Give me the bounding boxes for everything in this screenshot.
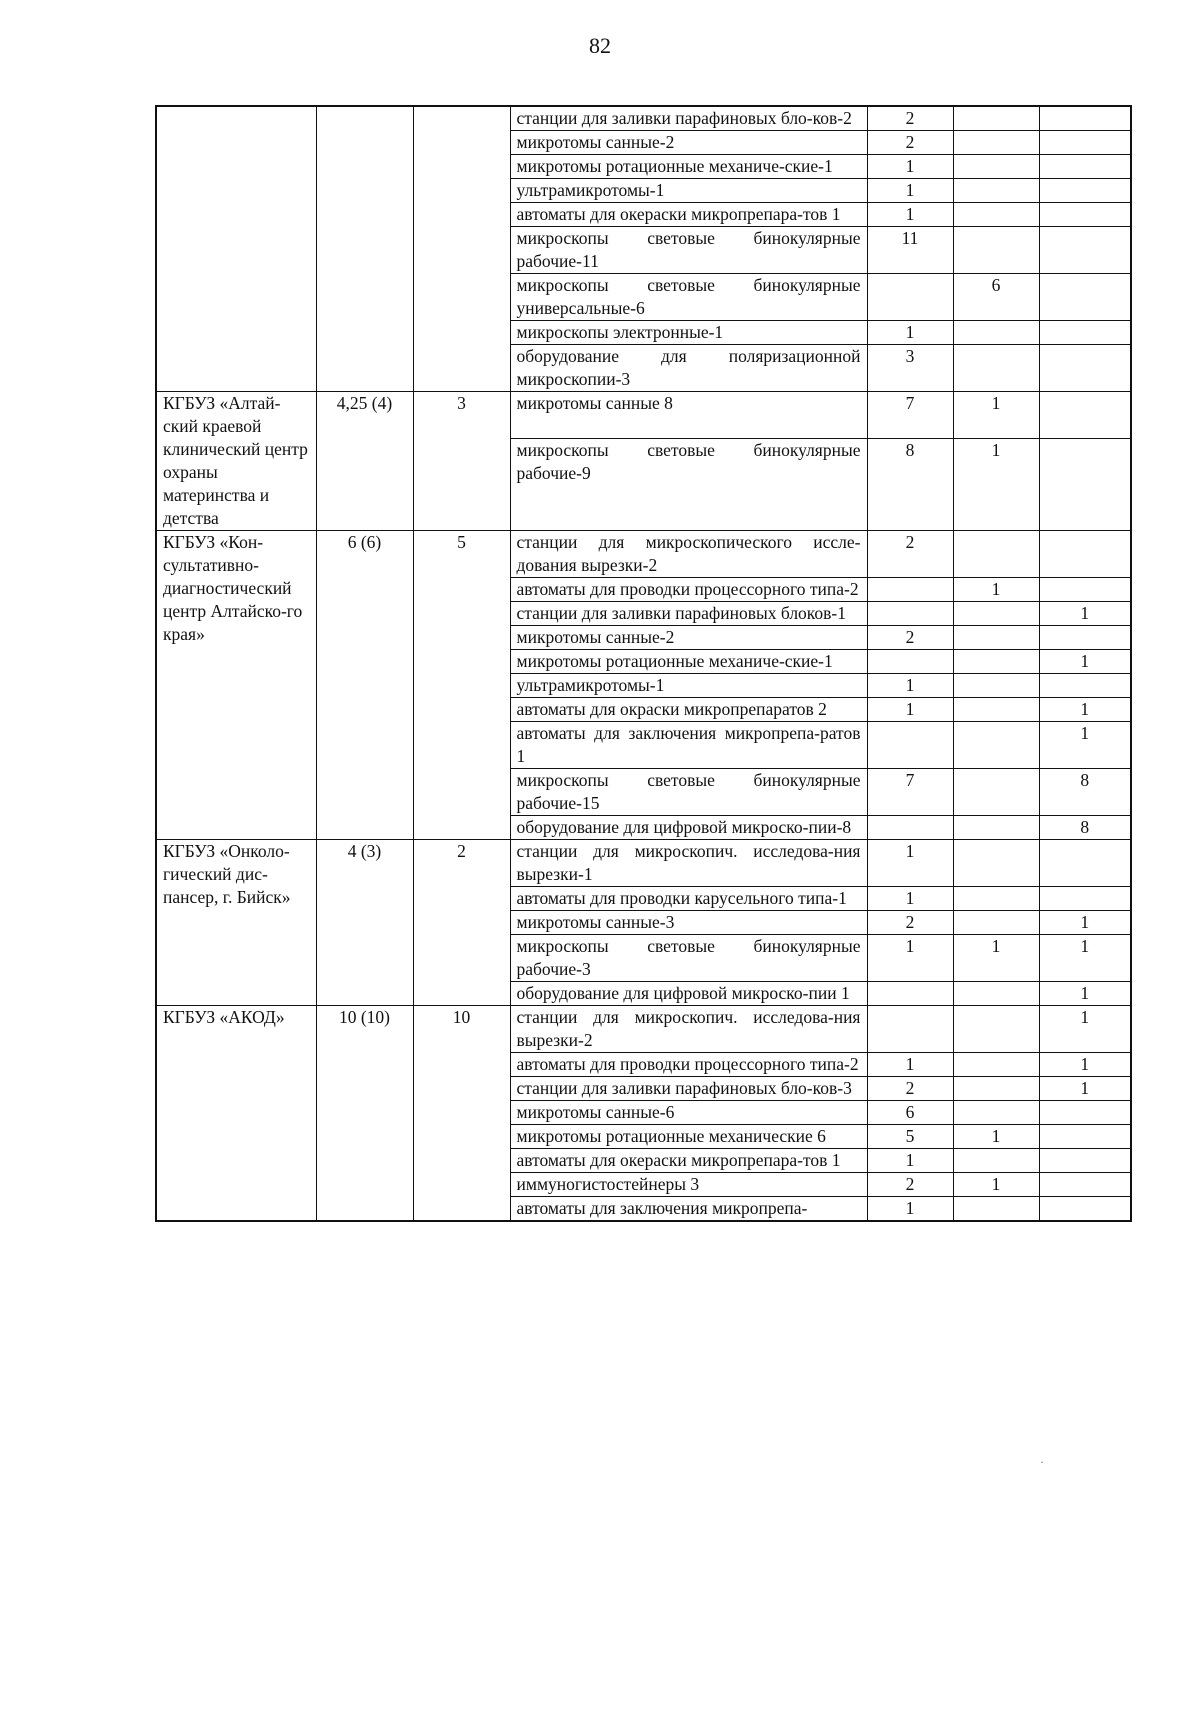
equipment-cell: оборудование для поляризационной микроскопии-3 — [510, 345, 867, 392]
count-cell-1: 11 — [867, 227, 953, 274]
count-cell-3: 1 — [1039, 1006, 1131, 1053]
count-cell-3 — [1039, 392, 1131, 439]
count-cell-3 — [1039, 1197, 1131, 1222]
count-cell-3 — [1039, 274, 1131, 321]
equipment-cell: оборудование для цифровой микроско-пии-8 — [510, 816, 867, 840]
count-cell-2: 1 — [953, 438, 1039, 530]
count-cell-3 — [1039, 626, 1131, 650]
equipment-cell: станции для заливки парафиновых блоков-1 — [510, 602, 867, 626]
count-cell-1 — [867, 1006, 953, 1053]
count-cell-3 — [1039, 106, 1131, 131]
equipment-cell: станции для микроскопического иссле-дования вырезки-2 — [510, 531, 867, 578]
table-row — [156, 1006, 1131, 1053]
scan-speck: · — [1040, 1455, 1044, 1469]
equipment-cell: станции для микроскопич. исследова-ния вырезки-1 — [510, 840, 867, 887]
staff-rate-cell: 4,25 (4) — [316, 392, 413, 531]
equipment-cell: ультрамикротомы-1 — [510, 179, 867, 203]
count-cell-3: 8 — [1039, 769, 1131, 816]
equipment-cell: автоматы для окераски микропрепара-тов 1 — [510, 203, 867, 227]
count-cell-3 — [1039, 1101, 1131, 1125]
equipment-cell: микротомы санные-2 — [510, 626, 867, 650]
count-cell-2 — [953, 1197, 1039, 1222]
count-cell-3 — [1039, 131, 1131, 155]
count-cell-3 — [1039, 887, 1131, 911]
count-cell-1: 2 — [867, 911, 953, 935]
page-number: 82 — [589, 33, 611, 58]
equipment-cell: станции для заливки парафиновых бло-ков-3 — [510, 1077, 867, 1101]
equipment-cell: микроскопы световые бинокулярные универсальные-6 — [510, 274, 867, 321]
equipment-cell: иммуногистостейнеры 3 — [510, 1173, 867, 1197]
count-cell-3 — [1039, 578, 1131, 602]
equipment-cell: ультрамикротомы-1 — [510, 674, 867, 698]
count-cell-1: 1 — [867, 321, 953, 345]
count-cell-3: 8 — [1039, 816, 1131, 840]
staff-count-cell: 10 — [413, 1006, 510, 1222]
staff-count-cell: 2 — [413, 840, 510, 1006]
count-cell-2 — [953, 106, 1039, 131]
count-cell-2: 1 — [953, 935, 1039, 982]
table-body — [156, 106, 1131, 1221]
count-cell-2 — [953, 650, 1039, 674]
count-cell-1: 1 — [867, 935, 953, 982]
equipment-cell: микроскопы световые бинокулярные рабочие-9 — [510, 438, 867, 530]
equipment-cell: автоматы для окраски микропрепаратов 2 — [510, 698, 867, 722]
count-cell-2 — [953, 626, 1039, 650]
count-cell-2 — [953, 1077, 1039, 1101]
count-cell-3 — [1039, 840, 1131, 887]
count-cell-2: 1 — [953, 1173, 1039, 1197]
count-cell-2 — [953, 227, 1039, 274]
count-cell-3: 1 — [1039, 698, 1131, 722]
count-cell-1 — [867, 602, 953, 626]
count-cell-3 — [1039, 345, 1131, 392]
count-cell-3 — [1039, 179, 1131, 203]
count-cell-2 — [953, 1101, 1039, 1125]
count-cell-2 — [953, 911, 1039, 935]
count-cell-2 — [953, 345, 1039, 392]
count-cell-2 — [953, 816, 1039, 840]
equipment-cell: микротомы санные 8 — [510, 392, 867, 439]
organization-cell: КГБУЗ «АКОД» — [156, 1006, 316, 1222]
organization-cell — [156, 106, 316, 392]
table-row — [156, 531, 1131, 578]
count-cell-2 — [953, 840, 1039, 887]
count-cell-1: 1 — [867, 698, 953, 722]
staff-rate-cell: 6 (6) — [316, 531, 413, 840]
count-cell-3: 1 — [1039, 1077, 1131, 1101]
staff-count-cell — [413, 106, 510, 392]
count-cell-1: 1 — [867, 840, 953, 887]
count-cell-3 — [1039, 227, 1131, 274]
count-cell-2: 6 — [953, 274, 1039, 321]
count-cell-2 — [953, 722, 1039, 769]
equipment-cell: автоматы для проводки карусельного типа-1 — [510, 887, 867, 911]
organization-cell: КГБУЗ «Онколо-гический дис-пансер, г. Бийск» — [156, 840, 316, 1006]
equipment-cell: автоматы для окераски микропрепара-тов 1 — [510, 1149, 867, 1173]
table-row — [156, 840, 1131, 887]
count-cell-1: 1 — [867, 1053, 953, 1077]
count-cell-2 — [953, 155, 1039, 179]
staff-rate-cell — [316, 106, 413, 392]
count-cell-3 — [1039, 1173, 1131, 1197]
count-cell-2 — [953, 531, 1039, 578]
count-cell-2 — [953, 698, 1039, 722]
staff-rate-cell: 4 (3) — [316, 840, 413, 1006]
equipment-cell: микроскопы электронные-1 — [510, 321, 867, 345]
count-cell-1: 3 — [867, 345, 953, 392]
staff-count-cell: 3 — [413, 392, 510, 531]
organization-cell: КГБУЗ «Кон-сультативно-диагностический центр Алтайско-го края» — [156, 531, 316, 840]
count-cell-3 — [1039, 1125, 1131, 1149]
count-cell-2 — [953, 321, 1039, 345]
count-cell-1: 2 — [867, 131, 953, 155]
count-cell-3 — [1039, 438, 1131, 530]
count-cell-1: 8 — [867, 438, 953, 530]
equipment-cell: микроскопы световые бинокулярные рабочие-3 — [510, 935, 867, 982]
count-cell-1 — [867, 650, 953, 674]
count-cell-2: 1 — [953, 392, 1039, 439]
count-cell-2 — [953, 131, 1039, 155]
equipment-cell: автоматы для проводки процессорного типа-2 — [510, 1053, 867, 1077]
count-cell-1: 2 — [867, 1173, 953, 1197]
count-cell-2 — [953, 1149, 1039, 1173]
count-cell-3: 1 — [1039, 722, 1131, 769]
count-cell-3 — [1039, 321, 1131, 345]
count-cell-2 — [953, 769, 1039, 816]
count-cell-1: 5 — [867, 1125, 953, 1149]
count-cell-3: 1 — [1039, 911, 1131, 935]
equipment-cell: автоматы для заключения микропрепа-ратов 1 — [510, 722, 867, 769]
count-cell-1: 1 — [867, 155, 953, 179]
count-cell-3 — [1039, 203, 1131, 227]
count-cell-1: 1 — [867, 1197, 953, 1222]
count-cell-1: 1 — [867, 674, 953, 698]
count-cell-1: 7 — [867, 392, 953, 439]
count-cell-1 — [867, 274, 953, 321]
table-row — [156, 392, 1131, 439]
count-cell-2 — [953, 887, 1039, 911]
count-cell-2 — [953, 982, 1039, 1006]
count-cell-2 — [953, 1053, 1039, 1077]
count-cell-2 — [953, 674, 1039, 698]
equipment-cell: станции для микроскопич. исследова-ния вырезки-2 — [510, 1006, 867, 1053]
count-cell-1: 2 — [867, 531, 953, 578]
equipment-cell: микротомы ротационные механиче-ские-1 — [510, 155, 867, 179]
count-cell-1 — [867, 816, 953, 840]
equipment-cell: станции для заливки парафиновых бло-ков-2 — [510, 106, 867, 131]
count-cell-3: 1 — [1039, 982, 1131, 1006]
count-cell-1: 2 — [867, 106, 953, 131]
count-cell-3 — [1039, 155, 1131, 179]
count-cell-2 — [953, 1006, 1039, 1053]
count-cell-1: 1 — [867, 887, 953, 911]
equipment-cell: оборудование для цифровой микроско-пии 1 — [510, 982, 867, 1006]
count-cell-2 — [953, 179, 1039, 203]
count-cell-2: 1 — [953, 578, 1039, 602]
staff-count-cell: 5 — [413, 531, 510, 840]
count-cell-3: 1 — [1039, 602, 1131, 626]
staff-rate-cell: 10 (10) — [316, 1006, 413, 1222]
count-cell-3 — [1039, 674, 1131, 698]
organization-cell: КГБУЗ «Алтай-ский краевой клинический центр охраны материнства и детства — [156, 392, 316, 531]
equipment-cell: микротомы ротационные механические 6 — [510, 1125, 867, 1149]
equipment-cell: автоматы для проводки процессорного типа-2 — [510, 578, 867, 602]
count-cell-1 — [867, 722, 953, 769]
count-cell-3: 1 — [1039, 1053, 1131, 1077]
count-cell-3: 1 — [1039, 650, 1131, 674]
count-cell-1 — [867, 982, 953, 1006]
count-cell-1: 6 — [867, 1101, 953, 1125]
equipment-cell: микротомы санные-3 — [510, 911, 867, 935]
equipment-cell: микротомы санные-2 — [510, 131, 867, 155]
count-cell-3 — [1039, 1149, 1131, 1173]
count-cell-3 — [1039, 531, 1131, 578]
count-cell-1: 1 — [867, 1149, 953, 1173]
count-cell-2 — [953, 203, 1039, 227]
table-row — [156, 106, 1131, 131]
equipment-cell: автоматы для заключения микропрепа- — [510, 1197, 867, 1222]
count-cell-3: 1 — [1039, 935, 1131, 982]
equipment-table — [155, 105, 1132, 1222]
count-cell-2 — [953, 602, 1039, 626]
count-cell-1: 2 — [867, 626, 953, 650]
count-cell-1: 1 — [867, 203, 953, 227]
equipment-cell: микроскопы световые бинокулярные рабочие-15 — [510, 769, 867, 816]
count-cell-1 — [867, 578, 953, 602]
equipment-cell: микротомы ротационные механиче-ские-1 — [510, 650, 867, 674]
equipment-cell: микроскопы световые бинокулярные рабочие-11 — [510, 227, 867, 274]
count-cell-1: 7 — [867, 769, 953, 816]
count-cell-1: 1 — [867, 179, 953, 203]
count-cell-2: 1 — [953, 1125, 1039, 1149]
equipment-cell: микротомы санные-6 — [510, 1101, 867, 1125]
count-cell-1: 2 — [867, 1077, 953, 1101]
